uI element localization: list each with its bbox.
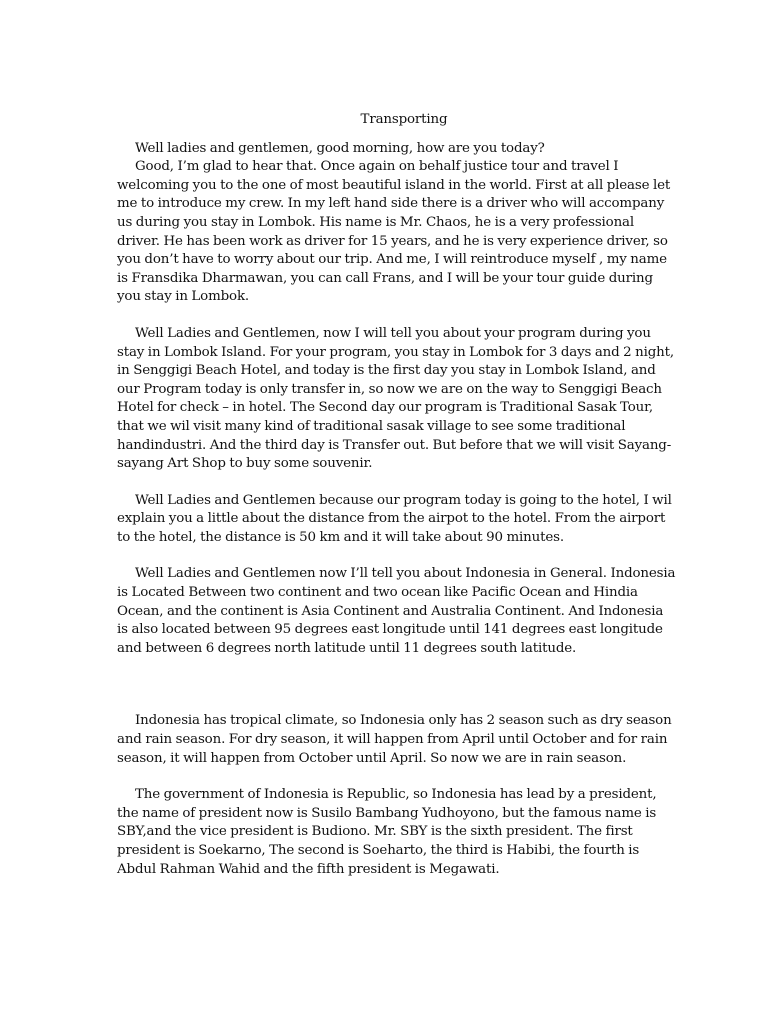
document-page [117, 111, 677, 879]
paragraph-climate: Indonesia has tropical climate, so Indonesia only has 2 season such as dry season and rain season. For dry season, it will happen from April until October and for rain season, it will happen from October until April. So now we are in rain season. [117, 713, 672, 766]
paragraph-distance: Well Ladies and Gentlemen because our program today is going to the hotel, I wil explain you a little about the distance from the airpot to the hotel. From the airport to the hotel, the distance is 50 km and it will take about 90 minutes. [117, 492, 672, 545]
paragraph-spacer [117, 547, 677, 565]
paragraph-spacer [117, 768, 677, 786]
document-title: Transporting [360, 112, 448, 127]
paragraph-introduction: Good, I’m glad to hear that. Once again on behalf justice tour and travel I welcoming you to the one of most beautiful island in the world. First at all please let me to introduce my crew. In my left hand side there is a driver who will accompany us during you stay in Lombok. His name is Mr. Chaos, he is a very professional driver. He has been work as driver for 15 years, and he is very experience driver, so you don’t have to worry about our trip. And me, I will reintroduce myself , my name is Fransdika Dharmawan, you can call Frans, and I will be your tour guide during you stay in Lombok. [117, 159, 671, 305]
paragraph-government: The government of Indonesia is Republic, so Indonesia has lead by a president, the name of president now is Susilo Bambang Yudhoyono, but the famous name is SBY,and the vice president is Budiono. Mr. SBY is the sixth president. The first president is Soekarno, The second is Soeharto, the third is Habibi, the fourth is Abdul Rahman Wahid and the fifth president is Megawati. [117, 787, 657, 877]
paragraph-program: Well Ladies and Gentlemen, now I will tell you about your program during you stay in Lombok Island. For your program, you stay in Lombok for 3 days and 2 night, in Senggigi Beach Hotel, and today is the first day you stay in Lombok Island, and our Program today is only transfer in, so now we are on the way to Senggigi Beach Hotel for check – in hotel. The Second day our program is Traditional Sasak Tour, that we wil visit many kind of traditional sasak village to see some traditional handindustri. And the third day is Transfer out. But before that we will visit Sayang- sayang Art Shop to buy some souvenir. [117, 325, 674, 472]
paragraph-spacer [117, 658, 677, 712]
paragraph-indonesia-general: Well Ladies and Gentlemen now I’ll tell you about Indonesia in General. Indonesia is Located Between two continent and two ocean like Pacific Ocean and Hindia Ocean, and the continent is Asia Continent and Australia Continent. And Indonesia is also located between 95 degrees east longitude until 141 degrees east longitude and between 6 degrees north latitude until 11 degrees south latitude. [117, 566, 676, 656]
paragraph-greeting: Well ladies and gentlemen, good morning, how are you today? [135, 140, 545, 156]
paragraph-spacer [117, 307, 677, 325]
paragraph-spacer [117, 474, 677, 492]
